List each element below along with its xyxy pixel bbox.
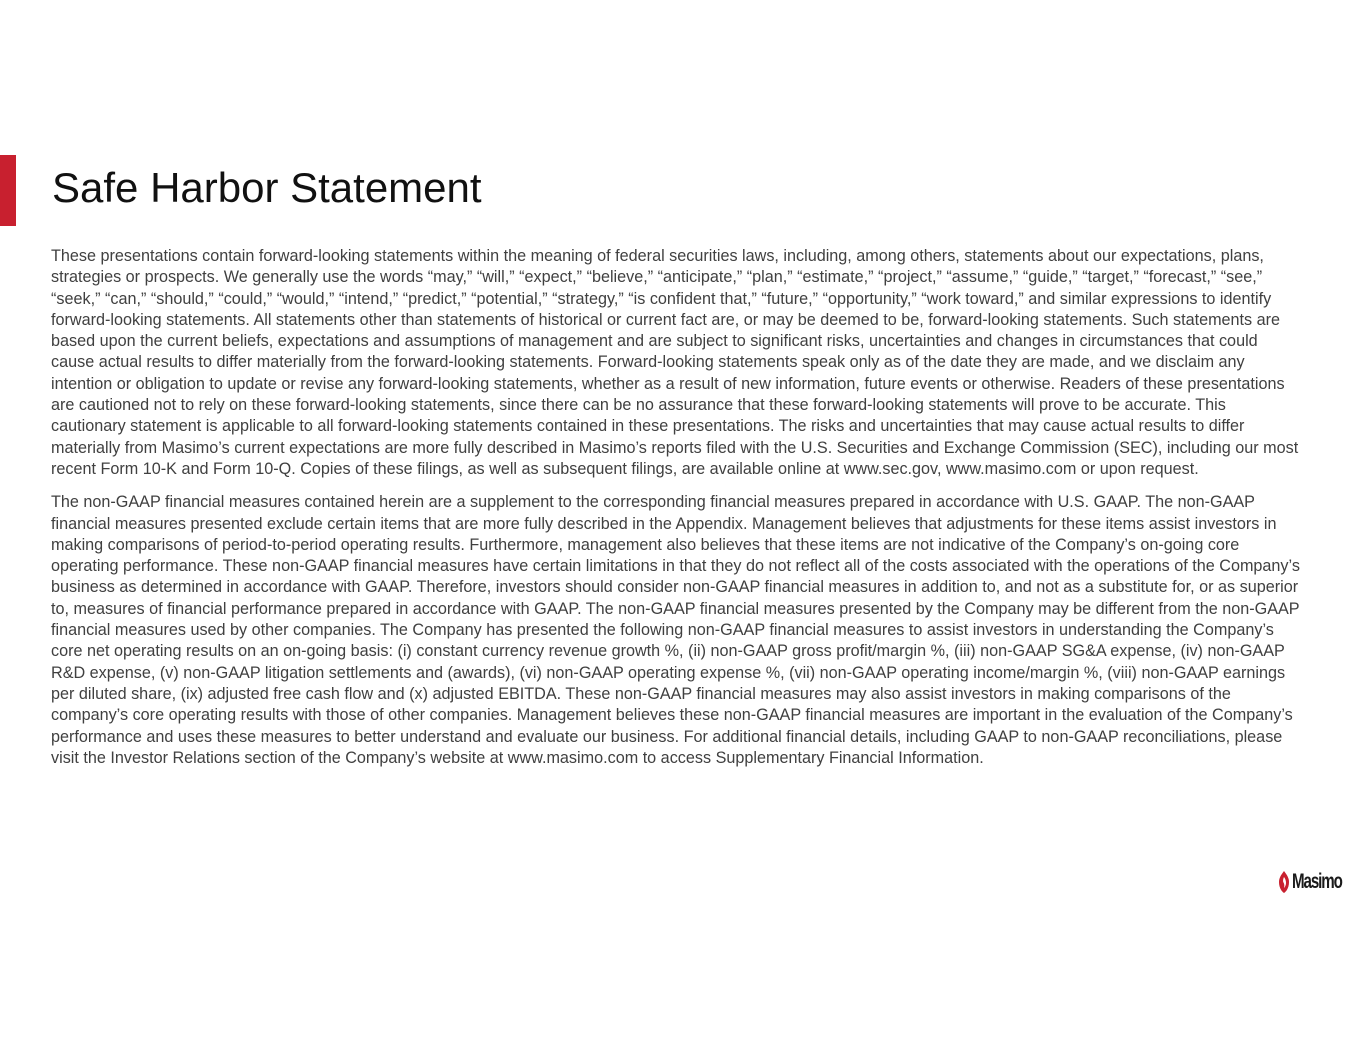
body-text (51, 246, 1301, 781)
masimo-logo-mark-icon (1278, 870, 1290, 894)
masimo-logo-text: Masimo (1292, 870, 1342, 893)
non-gaap-paragraph: The non-GAAP financial measures contained herein are a supplement to the corresponding financial measures prepared in accordance with U.S. GAAP. The non-GAAP financial measures presented exclude certain items that are more fully described in the Appendix. Management believes that adjustments for these items assist investors in making comparisons of period-to-period operating results. Furthermore, management also believes that these items are not indicative of the Company’s on-going core operating performance. These non-GAAP financial measures have certain limitations in that they do not reflect all of the costs associated with the operations of the Company’s business as determined in accordance with GAAP. Therefore, investors should consider non-GAAP financial measures in addition to, and not as a substitute for, or as superior to, measures of financial performance prepared in accordance with GAAP. The non-GAAP financial measures presented by the Company may be different from the non-GAAP financial measures used by other companies. The Company has presented the following non-GAAP financial measures to assist investors in understanding the Company’s core net operating results on an on-going basis: (i) constant currency revenue growth %, (ii) non-GAAP gross profit/margin %, (iii) non-GAAP SG&A expense, (iv) non-GAAP R&D expense, (v) non-GAAP litigation settlements and (awards), (vi) non-GAAP operating expense %, (vii) non-GAAP operating income/margin %, (viii) non-GAAP earnings per diluted share, (ix) adjusted free cash flow and (x) adjusted EBITDA. These non-GAAP financial measures may also assist investors in making comparisons of the company’s core operating results with those of other companies. Management believes these non-GAAP financial measures are important in the evaluation of the Company’s performance and uses these measures to better understand and evaluate our business. For additional financial details, including GAAP to non-GAAP reconciliations, please visit the Investor Relations section of the Company’s website at www.masimo.com to access Supplementary Financial Information. (51, 493, 1300, 767)
title-accent-bar (0, 155, 16, 226)
masimo-logo (1278, 868, 1361, 896)
safe-harbor-paragraph: These presentations contain forward-looking statements within the meaning of federal securities laws, including, among others, statements about our expectations, plans, strategies or prospects. We generally use the words “may,” “will,” “expect,” “believe,” “anticipate,” “plan,” “estimate,” “project,” “assume,” “guide,” “target,” “forecast,” “see,” “seek,” “can,” “should,” “could,” “would,” “intend,” “predict,” “potential,” “strategy,” “is confident that,” “future,” “opportunity,” “work toward,” and similar expressions to identify forward-looking statements. All statements other than statements of historical or current fact are, or may be deemed to be, forward-looking statements. Such statements are based upon the current beliefs, expectations and assumptions of management and are subject to significant risks, uncertainties and changes in circumstances that could cause actual results to differ materially from the forward-looking statements. Forward-looking statements speak only as of the date they are made, and we disclaim any intention or obligation to update or revise any forward-looking statements, whether as a result of new information, future events or otherwise. Readers of these presentations are cautioned not to rely on these forward-looking statements, since there can be no assurance that these forward-looking statements will prove to be accurate. This cautionary statement is applicable to all forward-looking statements contained in these presentations. The risks and uncertainties that may cause actual results to differ materially from Masimo’s current expectations are more fully described in Masimo’s reports filed with the U.S. Securities and Exchange Commission (SEC), including our most recent Form 10-K and Form 10-Q. Copies of these filings, as well as subsequent filings, are available online at www.sec.gov, www.masimo.com or upon request. (51, 247, 1299, 478)
page-title: Safe Harbor Statement (52, 164, 482, 211)
